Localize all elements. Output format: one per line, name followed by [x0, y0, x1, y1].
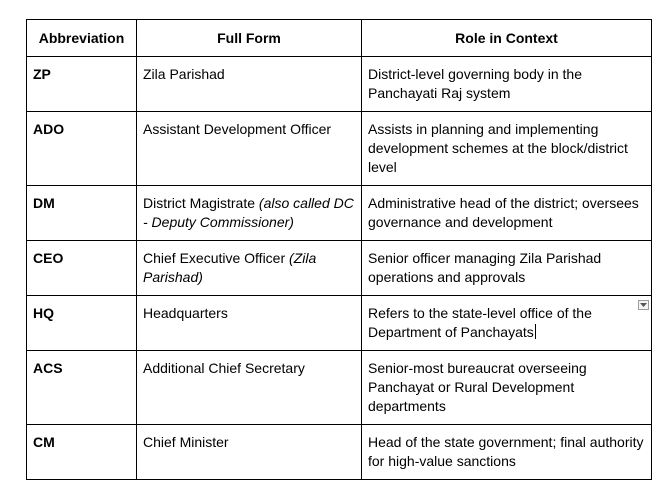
role-text: Refers to the state-level office of the Department of Panchayats: [368, 305, 592, 340]
role-cell[interactable]: Assists in planning and implementing development schemes at the block/district level: [362, 112, 652, 186]
full-form-text: District Magistrate: [143, 195, 256, 211]
table-row: [27, 425, 652, 480]
full-form-cell[interactable]: [137, 57, 362, 112]
table-row: [27, 57, 652, 112]
text-cursor: [535, 324, 536, 339]
abbreviation-cell[interactable]: HQ: [27, 296, 137, 351]
full-form-cell[interactable]: [137, 112, 362, 186]
full-form-note: (Zila Parishad): [143, 250, 317, 285]
header-abbreviation[interactable]: Abbreviation: [27, 20, 137, 57]
abbreviation-cell[interactable]: ZP: [27, 57, 137, 112]
table-row: [27, 112, 652, 186]
table-row: [27, 186, 652, 241]
full-form-cell[interactable]: [137, 241, 362, 296]
full-form-cell[interactable]: [137, 186, 362, 241]
full-form-cell[interactable]: [137, 425, 362, 480]
full-form-note: (also called DC - Deputy Commissioner): [143, 195, 354, 230]
table-header-row: [27, 20, 652, 57]
table-row: [27, 296, 652, 351]
role-cell[interactable]: District-level governing body in the Panchayati Raj system: [362, 57, 652, 112]
role-cell[interactable]: Senior officer managing Zila Parishad operations and approvals: [362, 241, 652, 296]
abbreviation-cell[interactable]: CM: [27, 425, 137, 480]
table-row: [27, 351, 652, 425]
full-form-text: Zila Parishad: [143, 66, 225, 82]
abbreviations-table: [26, 19, 652, 480]
role-cell[interactable]: Administrative head of the district; oversees governance and development: [362, 186, 652, 241]
full-form-text: Chief Minister: [143, 434, 229, 450]
full-form-text: Assistant Development Officer: [143, 121, 332, 137]
role-cell-active[interactable]: [362, 296, 652, 351]
header-role-in-context[interactable]: Role in Context: [362, 20, 652, 57]
role-cell[interactable]: Senior-most bureaucrat overseeing Panchayat or Rural Development departments: [362, 351, 652, 425]
full-form-cell[interactable]: [137, 351, 362, 425]
full-form-text: Chief Executive Officer: [143, 250, 286, 266]
table-row: [27, 241, 652, 296]
abbreviation-cell[interactable]: ACS: [27, 351, 137, 425]
abbreviation-cell[interactable]: ADO: [27, 112, 137, 186]
header-full-form[interactable]: Full Form: [137, 20, 362, 57]
full-form-text: Headquarters: [143, 305, 228, 321]
full-form-text: Additional Chief Secretary: [143, 360, 305, 376]
abbreviation-cell[interactable]: DM: [27, 186, 137, 241]
chevron-down-icon[interactable]: [638, 300, 649, 310]
role-cell[interactable]: Head of the state government; final authority for high-value sanctions: [362, 425, 652, 480]
full-form-cell[interactable]: [137, 296, 362, 351]
abbreviation-cell[interactable]: CEO: [27, 241, 137, 296]
